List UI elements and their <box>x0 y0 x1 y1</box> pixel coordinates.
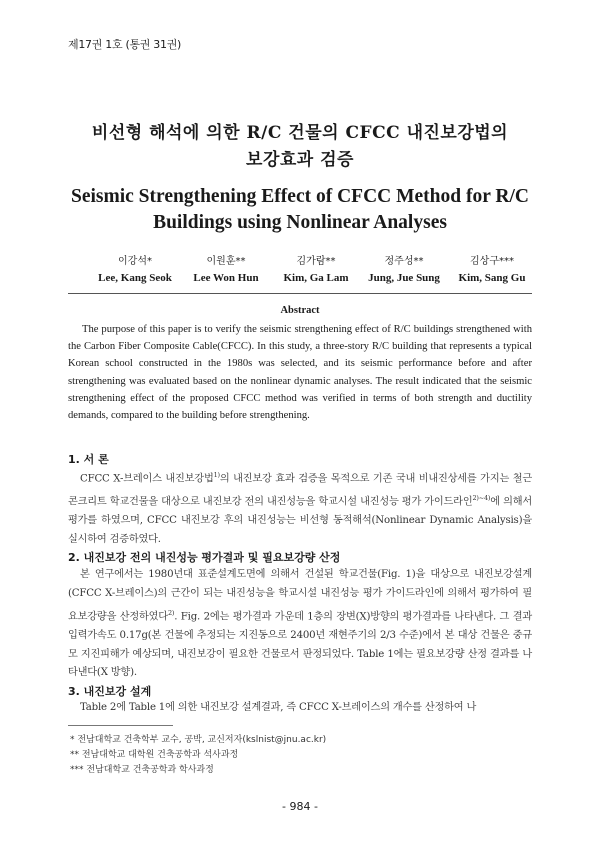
author-korean-name: 김상구*** <box>470 256 514 267</box>
citation-superscript: 1) <box>213 471 220 479</box>
journal-issue-header: 제17권 1호 (통권 31권) <box>68 38 182 51</box>
citation-superscript: 2) <box>167 608 175 617</box>
abstract-body <box>68 321 532 424</box>
english-title-line-1: Seismic Strengthening Effect of CFCC Method for R/C <box>70 186 529 207</box>
section-2-heading: 2. 내진보강 전의 내진성능 평가결과 및 필요보강량 산정 <box>68 551 341 564</box>
section-3-heading: 3. 내진보강 설계 <box>68 685 152 698</box>
section-1-body <box>68 466 532 550</box>
text-run: 에 의해서 평가를 하였으며, CFCC 내진보강 후의 내진성능는 비선형 동적해석(Nonlinear Dynamic Analysis)을 실시하여 검증하였다. <box>68 496 532 546</box>
korean-title-line-1: 비선형 해석에 의한 R/C 건물의 CFCC 내진보강법의 <box>91 123 509 143</box>
page-number: - 984 - <box>282 800 318 813</box>
footnote-3: *** 전남대학교 건축공학과 학사과정 <box>70 765 214 775</box>
author-english-name: Jung, Jue Sung <box>368 272 440 284</box>
footnote-2: ** 전남대학교 대학원 건축공학과 석사과정 <box>70 750 239 760</box>
author-english-name: Lee Won Hun <box>193 272 259 284</box>
text-run: CFCC X-브레이스 내진보강법 <box>80 473 214 485</box>
abstract-text: The purpose of this paper is to verify the seismic strengthening effect of R/C buildings strengthened with the Carbon Fiber Composite Cable(CFCC). In this study, a three-story R/C building that represents a typical Korean school constructed in the 1980s was selected, and its seismic performance before and after strengthening was evaluated based on the nonlinear dynamic analyses. The result indicated that the seismic strengthening effect of the proposed CFCC method was verified in terms of both strength and ductility demands, compared to the building before strengthening. <box>68 324 532 422</box>
author-english-name: Kim, Sang Gu <box>458 272 526 284</box>
author-english-name: Kim, Ga Lam <box>283 272 349 284</box>
text-run: . Fig. 2에는 평가결과 가운데 1층의 장변(X)방향의 평가결과를 나타낸다. 그 결과 입력가속도 0.17g(본 건물에 추정되는 지진동으로 2400년 재현주기의 2/3 수준)에서 본 대상 건물은 중규모 지진피해가 예상되며, 내진보강이 필요한 건물로서 판정되었다. Table 1에는 필요보강량 산정 결과를 나타낸다(X 방향). <box>68 610 532 679</box>
citation-superscript: 2)~4) <box>472 494 491 503</box>
author-korean-name: 이원훈** <box>206 256 246 267</box>
author-5 <box>437 253 547 287</box>
author-english-name: Lee, Kang Seok <box>98 272 172 284</box>
author-korean-name: 이강석* <box>118 256 152 267</box>
abstract-heading: Abstract <box>280 305 320 316</box>
author-korean-name: 정주성** <box>384 256 424 267</box>
korean-title-line-2: 보강효과 검증 <box>246 150 354 170</box>
text-run: 본 연구에서는 1980년대 표준설계도면에 의해서 건설된 학교건물(Fig. 1)을 대상으로 내진보강설계(CFCC X-브레이스)의 근간이 되는 내진성능을 학교시설 내진성능 평가 가이드라인에 의해서 평가하여 필요보강량을 산정하였다 <box>68 569 532 622</box>
footnote-rule <box>68 725 173 726</box>
section-1-heading: 1. 서 론 <box>68 453 109 466</box>
author-korean-name: 김가람** <box>296 256 336 267</box>
section-2-body <box>68 566 532 683</box>
divider-rule <box>68 293 532 294</box>
english-title-line-2: Buildings using Nonlinear Analyses <box>153 212 447 233</box>
text-run: 의 내진보강 효과 검증을 목적으로 기존 국내 비내진상세를 가지는 철근콘크리트 학교건물을 대상으로 내진보강 전의 내진성능을 학교시설 내진성능 평가 가이드라인 <box>68 473 532 508</box>
section-3-body <box>68 699 532 718</box>
text-run: Table 2에 Table 1에 의한 내진보강 설계결과, 즉 CFCC X-브레이스의 개수를 산정하여 나 <box>80 702 477 713</box>
footnote-1: * 전남대학교 건축학부 교수, 공박, 교신저자(kslnist@jnu.ac.kr) <box>70 735 327 745</box>
